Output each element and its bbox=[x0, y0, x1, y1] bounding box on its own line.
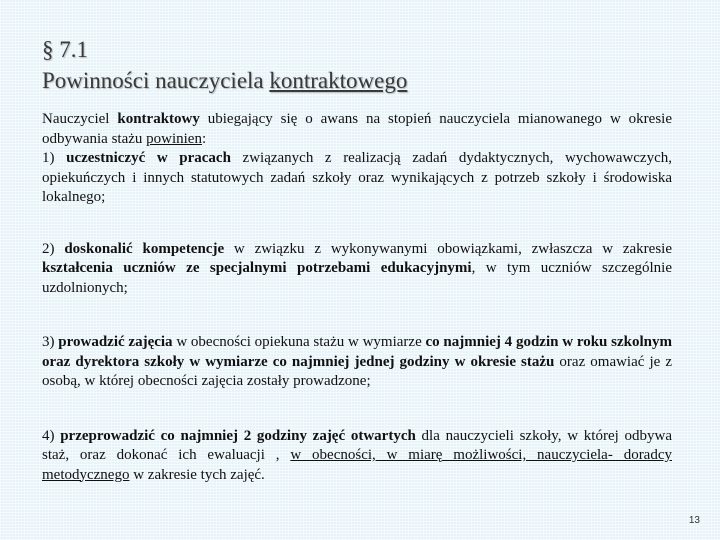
item-number: 4) bbox=[42, 427, 61, 444]
item-text: oraz omawiać je z osobą, w której obecności zajęcia zostały prowadzone; bbox=[42, 353, 672, 389]
intro-underlined: powinien bbox=[146, 130, 202, 147]
item-text: w obecności opiekuna stażu w wymiarze bbox=[172, 334, 426, 350]
item-number: 2) bbox=[42, 240, 65, 257]
slide-title bbox=[42, 34, 407, 96]
title-line bbox=[42, 65, 407, 96]
item-bold: doskonalić kompetencje bbox=[64, 240, 225, 257]
item-text: w zakresie tych zajęć. bbox=[129, 466, 265, 483]
item-underlined: w obecności, w miarę możliwości, nauczyciela- doradcy metodycznego bbox=[42, 447, 672, 483]
item-bold: co najmniej 4 godzin w roku szkolnym oraz dyrektora szkoły w wymiarze co najmniej jednej godziny w okresie stażu bbox=[42, 334, 672, 370]
item-number: 1) bbox=[42, 150, 67, 166]
item-text: , w tym uczniów szczególnie uzdolnionych; bbox=[42, 260, 672, 296]
item-text: dla nauczycieli szkoły, w której odbywa staż, oraz dokonać ich ewaluacji , bbox=[42, 427, 672, 463]
page-number: 13 bbox=[688, 515, 700, 526]
item-number: 3) bbox=[42, 334, 59, 350]
item-bold: uczestniczyć w pracach bbox=[66, 150, 231, 166]
intro-text: Nauczyciel bbox=[42, 111, 118, 127]
title-text: Powinności nauczyciela bbox=[42, 68, 270, 93]
list-item-2 bbox=[42, 240, 672, 299]
intro-text: : bbox=[201, 130, 207, 147]
section-number: § 7.1 bbox=[42, 37, 88, 62]
item-bold: prowadzić zajęcia bbox=[58, 334, 173, 350]
list-item-3 bbox=[42, 333, 672, 392]
intro-bold: kontraktowy bbox=[117, 111, 200, 127]
list-item-1 bbox=[42, 149, 672, 208]
item-text: w związku z wykonywanymi obowiązkami, zwłaszcza w zakresie bbox=[224, 240, 673, 257]
item-text: związanych z realizacją zadań dydaktycznych, wychowawczych, opiekuńczych i innych statutowych zadań szkoły oraz wynikających z potrzeb szkoły i środowiska lokalnego; bbox=[42, 150, 672, 205]
title-underlined: kontraktowego bbox=[269, 68, 408, 93]
intro-paragraph bbox=[42, 110, 672, 149]
slide-content bbox=[42, 110, 672, 485]
item-bold: kształcenia uczniów ze specjalnymi potrzebami edukacyjnymi bbox=[42, 260, 472, 276]
intro-text: ubiegający się o awans na stopień nauczyciela mianowanego w okresie odbywania stażu bbox=[42, 111, 672, 147]
item-bold: przeprowadzić co najmniej 2 godziny zajęć otwartych bbox=[60, 427, 416, 444]
list-item-4 bbox=[42, 427, 672, 486]
